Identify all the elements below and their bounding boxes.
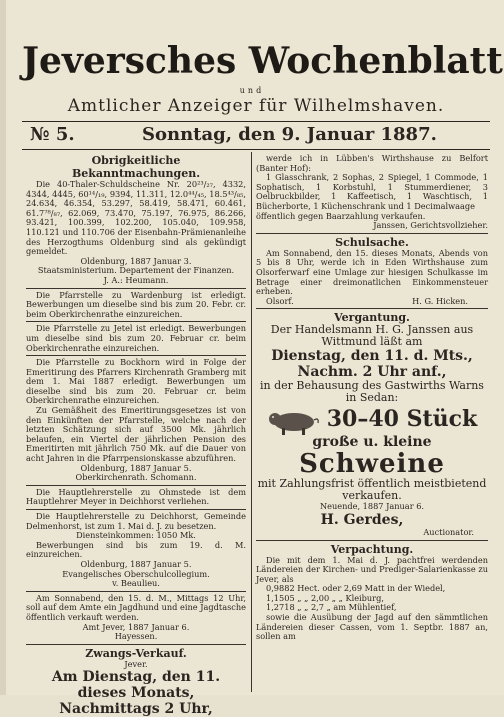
auction-date: Dienstag, den 11. d. Mts., — [271, 348, 473, 365]
notice-footer — [256, 297, 488, 307]
notice-detail: Bewerbungen sind bis zum 19. d. M. einzureichen. — [26, 539, 246, 560]
issue-date: Sonntag, den 9. Januar 1887. — [142, 124, 437, 145]
divider — [26, 644, 246, 645]
notice-authority: Evangelisches Oberschulcollegium. — [62, 568, 210, 579]
notice-date: Amt Jever, 1887 Januar 6. — [82, 621, 190, 632]
notice-text: sowie die Ausübung der Jagd auf den sämmtlichen Ländereien dieser Cassen, vom 1. Septbr. 1887 an, sollen am — [256, 612, 488, 642]
auction-date: Am Dienstag, den 11. dieses Monats, Nachmittags 2 Uhr, — [51, 669, 221, 717]
notice-text: Am Sonnabend, den 15. dieses Monats, Abends von 5 bis 8 Uhr, werde ich in Eden Wirthshause zum Olsorferwarf eine Umlage zur hiesigen Schulkasse im Betrage einer dreimonatlichen Einkommensteuer erheben. — [256, 247, 488, 297]
notice-signature: Hayessen. — [114, 631, 158, 642]
notice-place: Olsorf. — [266, 295, 294, 306]
notice-signature: H. G. Hicken. — [412, 295, 468, 306]
notice-date: Oldenburg, 1887 Januar 3. — [80, 255, 192, 266]
left-column — [26, 154, 246, 717]
right-column — [256, 154, 488, 642]
masthead-subtitle: Amtlicher Anzeiger für Wilhelmshaven. — [67, 96, 445, 116]
divider — [256, 233, 488, 234]
notice-text: Zu Gemäßheit des Emeritirungsgesetzes ist von den Einkünften der Pfarrstelle, welche nach der letzten Schätzung sich auf 3500 Mk. jährlich belaufen, ein Viertel der jährlichen Pension des Emeritirten mit jährlich 750 Mk. auf die Dauer von acht Jahren in die Pfarrpensionskasse abzuführen. — [26, 405, 246, 464]
masthead-title: Jeversches Wochenblatt — [22, 40, 503, 82]
auction-time: Nachm. 2 Uhr anf., — [297, 364, 447, 381]
land-row: 0,9882 Hect. oder 2,69 Matt in der Wiedel, — [266, 583, 446, 594]
rule-top — [22, 121, 490, 122]
notice-text: Die Pfarrstelle zu Bockhorn wird in Folge der Emeritirung des Pfarrers Kirchenrath Gramberg mit dem 1. Mai 1887 erledigt. Bewerbungen um dieselbe sind bis zum 20. Februar cr. beim Oberkirchenrathe einzureichen. — [26, 357, 246, 406]
issue-number: № 5. — [30, 124, 75, 145]
divider — [26, 591, 246, 592]
notice-signature: J. A.: Heumann. — [103, 274, 169, 285]
auction-headline-row — [256, 404, 488, 434]
notice-text: werde ich in Lübben's Wirthshause zu Belfort (Banter Hof): — [256, 153, 488, 173]
notice-text: öffentlich gegen Baarzahlung verkaufen. — [256, 210, 426, 221]
divider — [26, 288, 246, 289]
masthead-und: und — [239, 86, 265, 95]
notice-place: Jever. — [124, 658, 148, 669]
section-heading: Obrigkeitliche Bekanntmachungen. — [71, 154, 201, 180]
auction-descriptor: große u. kleine — [312, 434, 432, 451]
section-heading: Schulsache. — [335, 235, 409, 249]
notice-text: Die Hauptlehrerstelle zu Ohmstede ist dem Hauptlehrer Meyer in Deichhorst verliehen. — [26, 486, 246, 507]
section-heading: Zwangs-Verkauf. — [85, 646, 187, 660]
pig-illustration-icon — [264, 406, 324, 436]
divider — [26, 509, 246, 510]
notice-text: Die mit dem 1. Mai d. J. pachtfrei werdenden Ländereien der Kirchen- und Prediger-Salarienkasse zu Jever, als — [256, 554, 488, 584]
notice-text: Die Pfarrstelle zu Jetel ist erledigt. Bewerbungen um dieselbe sind bis zum 20. Februar cr. beim Oberkirchenrathe einzureichen. — [26, 323, 246, 353]
divider — [26, 321, 246, 322]
auction-intro: Der Handelsmann H. G. Janssen aus Wittmund läßt am — [270, 323, 474, 349]
rule-bottom — [22, 149, 490, 150]
notice-date: Oldenburg, 1887 Januar 5. — [80, 558, 192, 569]
notice-authority: Oberkirchenrath. Schomann. — [75, 472, 197, 483]
notice-text: Am Sonnabend, den 15. d. M., Mittags 12 Uhr, soll auf dem Amte ein Jagdhund und eine Jagdtasche öffentlich verkauft werden. — [26, 592, 246, 622]
auctioneer-title: Auctionator. — [423, 526, 474, 537]
notice-text: Die Hauptlehrerstelle zu Deichhorst, Gemeinde Delmenhorst, ist zum 1. Mai d. J. zu besetzen. — [26, 511, 246, 531]
notice-text: Die 40-Thaler-Schuldscheine Nr. 20²³/₂₇, 4332, 4344, 4445, 60¹⁴/₁₉, 9394, 11.311, 12.0⁴⁴/₄₅, 18.5⁴³/₈₅, 24.634, 46.354, 53.297, 58.419, 58.471, 60.461, 61.7⁷⁸/₈₇, 62.069, 73.470, 75.197, 76.975, 86.266, 93.421, 100.399, 102.200, 105.040, 109.958, 110.121 und 110.706 der Eisenbahn-Prämienanleihe des Herzogthums Oldenburg sind als gekündigt gemeldet. — [26, 179, 246, 257]
divider — [26, 355, 246, 356]
divider — [256, 308, 488, 309]
notice-authority: Staatsministerium. Departement der Finanzen. — [37, 265, 235, 276]
notice-items: 1 Glasschrank, 2 Sophas, 2 Spiegel, 1 Commode, 1 Sophatisch, 1 Korbstuhl, 1 Stummerdiener, 3 Oelbruckbilder, 1 Kaffeetisch, 1 Waschtisch, 1 Bücherborte, 1 Küchenschrank und 1 Decimalwaage — [256, 172, 488, 211]
auction-location: in der Behausung des Gastwirths Warns in Sedan: — [260, 379, 484, 405]
land-row: 1,2718 „ „ 2,7 „ am Mühlentief, — [266, 602, 397, 613]
divider — [256, 540, 488, 541]
notice-signature: Janssen, Gerichtsvollzieher. — [373, 220, 488, 231]
notice-signature: v. Beaulieu. — [112, 578, 160, 589]
auction-quantity: 30–40 Stück — [326, 406, 478, 433]
auction-terms: mit Zahlungsfrist öffentlich meistbietend verkaufen. — [257, 477, 487, 503]
notice-detail: Diensteinkommen: 1050 Mk. — [76, 530, 196, 541]
section-heading: Vergantung. — [334, 311, 410, 325]
notice-text: Die Pfarrstelle zu Wardenburg ist erledigt. Bewerbungen um dieselbe sind bis zum 20. Febr. cr. beim Oberkirchenrathe einzureichen. — [26, 289, 246, 319]
notice-date: Oldenburg, 1887 Januar 5. — [80, 462, 192, 473]
notice-date: Neuende, 1887 Januar 6. — [319, 501, 425, 512]
column-divider — [251, 152, 252, 692]
section-heading: Verpachtung. — [330, 542, 414, 556]
divider — [26, 485, 246, 486]
auctioneer-name: H. Gerdes, — [320, 511, 404, 528]
page-edge — [0, 0, 6, 695]
land-row: 1,1505 „ „ 2,00 „ „ Kleiburg, — [266, 592, 384, 603]
auction-item: Schweine — [299, 449, 445, 480]
